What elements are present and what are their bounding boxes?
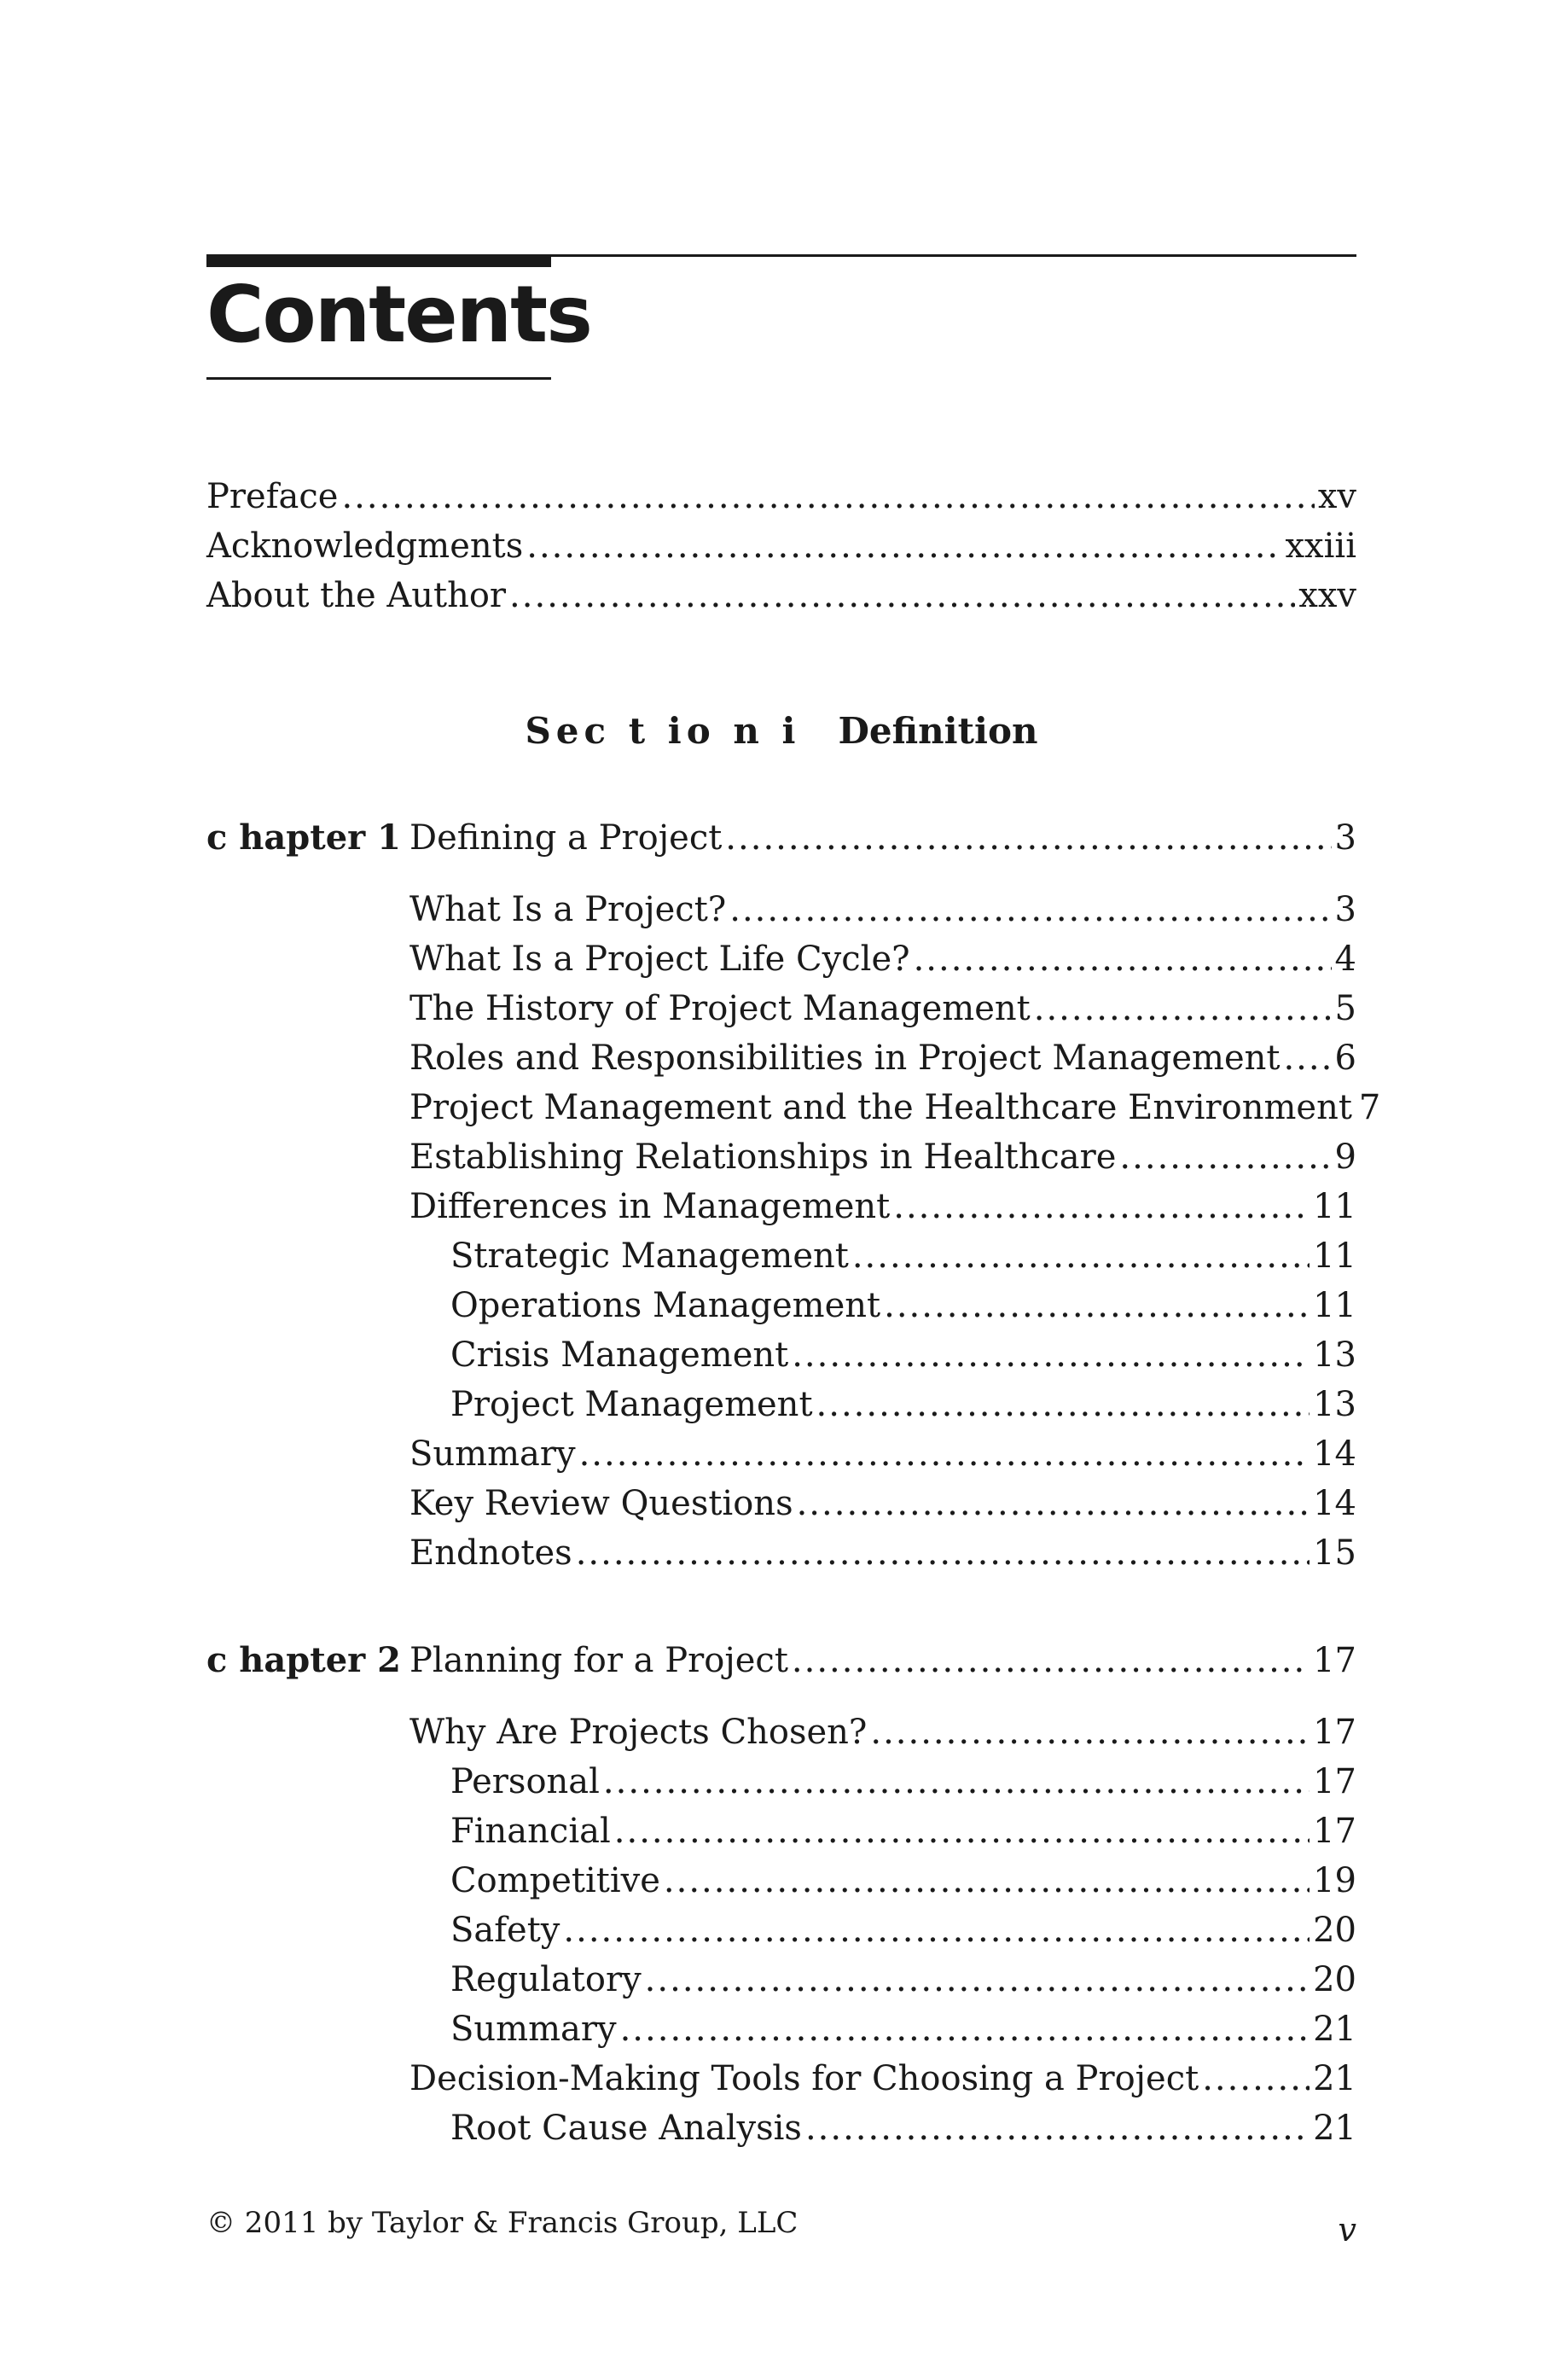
page-number: v xyxy=(1338,2211,1356,2249)
toc-entry-page: 11 xyxy=(1313,1187,1356,1226)
toc-subentry[interactable] xyxy=(450,2109,1356,2148)
toc-entry[interactable] xyxy=(409,2059,1356,2098)
dot-leader xyxy=(870,1715,1310,1749)
dot-leader xyxy=(805,2111,1310,2145)
toc-entry-title: Crisis Management xyxy=(450,1335,789,1375)
toc-entry-page: 13 xyxy=(1313,1385,1356,1424)
toc-subentry[interactable] xyxy=(450,1335,1356,1375)
toc-entry-page: 5 xyxy=(1334,989,1356,1028)
dot-leader xyxy=(792,1644,1310,1678)
dot-leader xyxy=(816,1388,1310,1422)
toc-entry-title: Decision-Making Tools for Choosing a Project xyxy=(409,2059,1199,2098)
toc-entry-title: Operations Management xyxy=(450,1286,881,1325)
toc-entry-title: What Is a Project? xyxy=(409,890,727,929)
toc-chapter-title: Planning for a Project xyxy=(409,1641,788,1680)
toc-entry-preface[interactable] xyxy=(206,477,1356,516)
toc-entry-title: Establishing Relationships in Healthcare xyxy=(409,1137,1117,1177)
dot-leader xyxy=(576,1536,1310,1570)
toc-entry[interactable] xyxy=(409,1187,1356,1226)
toc-subentry[interactable] xyxy=(450,1911,1356,1950)
toc-subentry[interactable] xyxy=(450,1960,1356,1999)
toc-entry-title: Financial xyxy=(450,1812,611,1851)
toc-chapter-title: Defining a Project xyxy=(409,818,723,858)
dot-leader xyxy=(914,942,1332,976)
toc-entry[interactable] xyxy=(409,989,1356,1028)
dot-leader xyxy=(1202,2062,1310,2096)
toc-entry-title: Strategic Management xyxy=(450,1236,849,1276)
toc-entry-page: 17 xyxy=(1313,1713,1356,1752)
toc-subentry[interactable] xyxy=(450,2010,1356,2049)
toc-entry-title: Project Management xyxy=(450,1385,813,1424)
dot-leader xyxy=(797,1487,1310,1521)
dot-leader xyxy=(579,1437,1310,1471)
dot-leader xyxy=(509,579,1295,613)
toc-entry-page: 3 xyxy=(1334,890,1356,929)
page-title: Contents xyxy=(206,269,591,360)
toc-entry[interactable] xyxy=(409,1533,1356,1573)
toc-entry-page: 4 xyxy=(1334,940,1356,979)
toc-entry[interactable] xyxy=(409,1434,1356,1474)
dot-leader xyxy=(614,1814,1310,1848)
dot-leader xyxy=(645,1963,1310,1997)
toc-entry[interactable] xyxy=(409,1484,1356,1523)
toc-chapter-page: 17 xyxy=(1313,1641,1356,1680)
section-heading xyxy=(206,710,1356,752)
toc-entry-page: 19 xyxy=(1313,1861,1356,1900)
dot-leader xyxy=(603,1765,1310,1799)
toc-entry-page: 20 xyxy=(1313,1960,1356,1999)
toc-entry-title: Root Cause Analysis xyxy=(450,2109,802,2148)
toc-entry-page: 20 xyxy=(1313,1911,1356,1950)
toc-entry-page: 11 xyxy=(1313,1236,1356,1276)
toc-entry[interactable] xyxy=(409,1713,1356,1752)
toc-entry[interactable] xyxy=(409,1088,1381,1127)
dot-leader xyxy=(729,893,1331,927)
dot-leader xyxy=(893,1190,1310,1224)
toc-entry-title: Why Are Projects Chosen? xyxy=(409,1713,868,1752)
toc-entry-title: Summary xyxy=(450,2010,617,2049)
toc-entry-page: 9 xyxy=(1334,1137,1356,1177)
dot-leader xyxy=(664,1864,1310,1898)
toc-entry-title: Safety xyxy=(450,1911,560,1950)
toc-entry[interactable] xyxy=(409,1039,1356,1078)
toc-entry-page: 21 xyxy=(1313,2109,1356,2148)
toc-entry-title: Regulatory xyxy=(450,1960,642,1999)
toc-subentry[interactable] xyxy=(450,1762,1356,1801)
dot-leader xyxy=(563,1913,1310,1947)
dot-leader xyxy=(620,2012,1310,2046)
dot-leader xyxy=(792,1338,1310,1372)
toc-entry-title: Roles and Responsibilities in Project Management xyxy=(409,1039,1281,1078)
toc-subentry[interactable] xyxy=(450,1812,1356,1851)
toc-subentry[interactable] xyxy=(450,1861,1356,1900)
toc-entry-page: 14 xyxy=(1313,1434,1356,1474)
toc-entry[interactable] xyxy=(409,1137,1356,1177)
dot-leader xyxy=(526,529,1281,563)
toc-entry-page: xxiii xyxy=(1285,527,1356,566)
toc-entry-about-the-author[interactable] xyxy=(206,576,1356,615)
toc-entry-title: The History of Project Management xyxy=(409,989,1031,1028)
dot-leader xyxy=(341,480,1314,514)
toc-chapter-2[interactable] xyxy=(409,1641,1356,1680)
section-label: Sec t io n i xyxy=(525,710,801,752)
dot-leader xyxy=(1119,1140,1331,1174)
toc-subentry[interactable] xyxy=(450,1385,1356,1424)
toc-entry-page: xxv xyxy=(1298,576,1356,615)
section-name: Definition xyxy=(838,710,1038,752)
toc-entry-title: Endnotes xyxy=(409,1533,572,1573)
toc-entry-page: 6 xyxy=(1334,1039,1356,1078)
toc-entry-page: 7 xyxy=(1358,1088,1381,1127)
toc-entry-title: Key Review Questions xyxy=(409,1484,793,1523)
toc-entry[interactable] xyxy=(409,890,1356,929)
toc-entry-title: About the Author xyxy=(206,576,507,615)
toc-entry-acknowledgments[interactable] xyxy=(206,527,1356,566)
dot-leader xyxy=(1034,992,1332,1026)
toc-subentry[interactable] xyxy=(450,1286,1356,1325)
toc-chapter-1[interactable] xyxy=(409,818,1356,858)
toc-chapter-page: 3 xyxy=(1334,818,1356,858)
toc-entry-page: 21 xyxy=(1313,2010,1356,2049)
dot-leader xyxy=(852,1239,1310,1273)
chapter-label: c hapter 1 xyxy=(206,817,402,858)
toc-entry-page: 21 xyxy=(1313,2059,1356,2098)
toc-entry-page: 17 xyxy=(1313,1762,1356,1801)
toc-entry[interactable] xyxy=(409,940,1356,979)
toc-entry-title: Acknowledgments xyxy=(206,527,524,566)
toc-entry-page: 14 xyxy=(1313,1484,1356,1523)
toc-entry-title: What Is a Project Life Cycle? xyxy=(409,940,910,979)
toc-entry-title: Preface xyxy=(206,477,339,516)
chapter-label: c hapter 2 xyxy=(206,1640,402,1680)
toc-entry-page: 13 xyxy=(1313,1335,1356,1375)
toc-entry-page: xv xyxy=(1317,477,1356,516)
dot-leader xyxy=(1283,1041,1331,1075)
heading-rule-thin xyxy=(206,254,1356,257)
toc-entry-title: Summary xyxy=(409,1434,576,1474)
title-underline xyxy=(206,377,551,380)
dot-leader xyxy=(725,821,1331,855)
dot-leader xyxy=(884,1289,1310,1323)
toc-entry-page: 15 xyxy=(1313,1533,1356,1573)
toc-entry-page: 11 xyxy=(1313,1286,1356,1325)
toc-entry-page: 17 xyxy=(1313,1812,1356,1851)
toc-entry-title: Competitive xyxy=(450,1861,660,1900)
toc-entry-title: Differences in Management xyxy=(409,1187,891,1226)
copyright-notice: © 2011 by Taylor & Francis Group, LLC xyxy=(206,2206,799,2240)
toc-entry-title: Personal xyxy=(450,1762,600,1801)
toc-entry-title: Project Management and the Healthcare Environment xyxy=(409,1088,1352,1127)
toc-subentry[interactable] xyxy=(450,1236,1356,1276)
